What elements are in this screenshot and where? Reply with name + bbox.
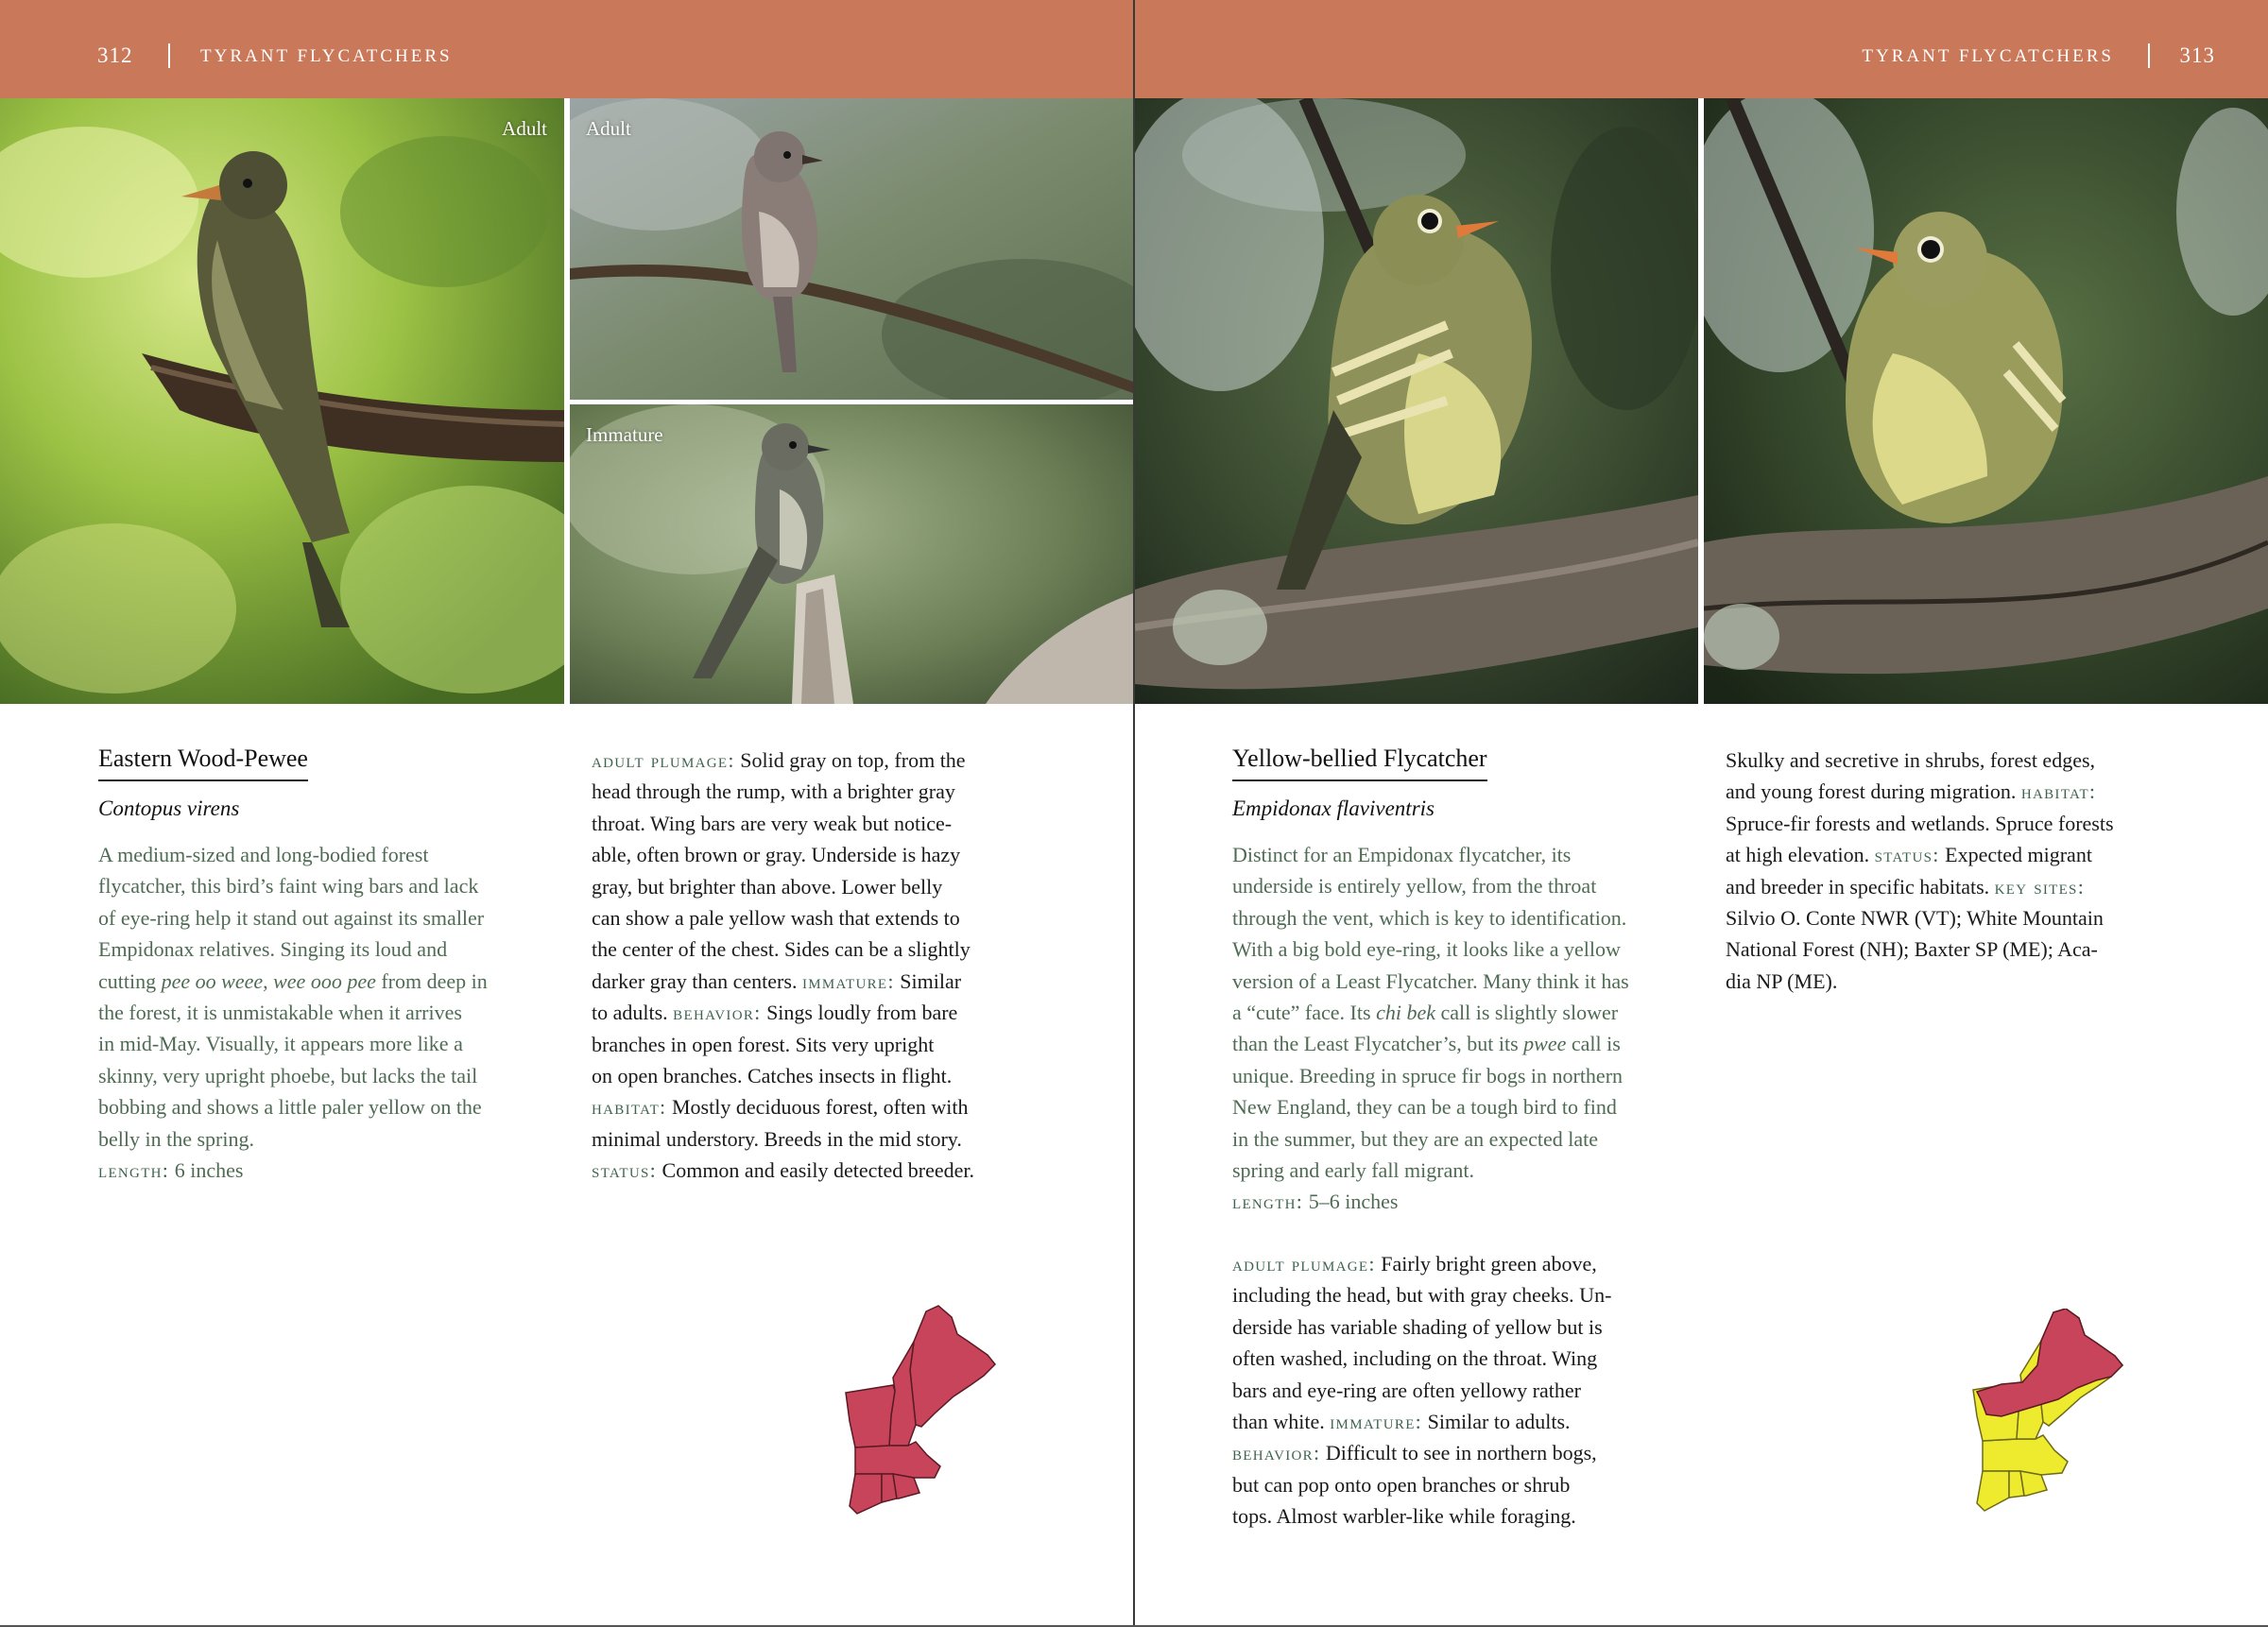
left-header-band <box>0 0 1133 98</box>
details-line: head through the rump, with a brighter gray <box>592 779 955 804</box>
habitat-line: dia NP (ME). <box>1726 968 1838 993</box>
intro-line: unique. Breeding in spruce fir bogs in northern <box>1232 1063 1624 1088</box>
details-line: throat. Wing bars are very weak but notice- <box>592 811 953 835</box>
right-page-number: 313 <box>2179 43 2215 67</box>
intro-line: version of a Least Flycatcher. Many think it has <box>1232 968 1629 993</box>
intro-text: call is slightly slower <box>1435 1001 1619 1025</box>
song-phrase: pee oo weee <box>161 968 264 993</box>
habitat-line <box>1726 871 2217 902</box>
left-header-separator <box>168 43 170 68</box>
right-running-head: TYRANT FLYCATCHERS <box>1862 46 2114 66</box>
intro-line: in the summer, but they are an expected late <box>1232 1126 1599 1151</box>
intro-line: bobbing and shows a little paler yellow on the <box>98 1095 482 1120</box>
species-details-text <box>592 745 1064 1187</box>
eastern-wood-pewee-adult-photo <box>570 98 1133 400</box>
habitat-line <box>1726 839 2217 870</box>
intro-line: underside is entirely yellow, from the throat <box>1232 874 1597 899</box>
intro-line: the forest, it is unmistakable when it arrives <box>98 1001 462 1025</box>
intro-text: from deep in <box>375 968 488 993</box>
length-label: length: <box>98 1158 170 1183</box>
details-text: Solid gray on top, from the <box>734 748 966 772</box>
right-header-band <box>1135 0 2268 98</box>
length-line <box>1232 1186 1686 1217</box>
species-details-text <box>1232 1248 1686 1533</box>
intro-line: belly in the spring. <box>98 1126 254 1151</box>
details-line <box>592 1091 1064 1122</box>
intro-line: spring and early fall migrant. <box>1232 1158 1474 1183</box>
habitat-line: Skulky and secretive in shrubs, forest edges, <box>1726 748 2096 772</box>
species-common-name: Eastern Wood-Pewee <box>98 745 308 781</box>
intro-line <box>98 966 542 997</box>
details-line: able, often brown or gray. Underside is hazy <box>592 843 961 867</box>
habitat-text: and breeder in specific habitats. <box>1726 874 1995 899</box>
main-photo-label: Adult <box>502 117 547 140</box>
details-text: Similar to adults. <box>1422 1410 1571 1434</box>
details-text: Sings loudly from bare <box>761 1001 958 1025</box>
species-scientific-name: Contopus virens <box>98 796 240 820</box>
intro-line: of eye-ring help it stand out against its smaller <box>98 905 485 930</box>
species-intro-text <box>98 839 542 1186</box>
species-common-name: Yellow-bellied Flycatcher <box>1232 745 1487 781</box>
details-text: Common and easily detected breeder. <box>657 1158 975 1183</box>
habitat-label: habitat: <box>2020 779 2097 804</box>
intro-line: A medium-sized and long-bodied forest <box>98 843 429 866</box>
details-line: branches in open forest. Sits very upright <box>592 1032 935 1056</box>
right-page <box>1135 0 2268 1627</box>
song-phrase: wee ooo pee <box>273 968 376 993</box>
details-line: bars and eye-ring are often yellowy rather <box>1232 1378 1581 1402</box>
species-scientific-name: Empidonax flaviventris <box>1232 796 1435 820</box>
details-line <box>1232 1248 1686 1279</box>
details-line: but can pop onto open branches or shrub <box>1232 1472 1571 1497</box>
immature-label: immature: <box>1330 1410 1423 1434</box>
details-text: Mostly deciduous forest, often with <box>666 1095 969 1120</box>
adult-plumage-label: adult plumage: <box>1232 1252 1376 1276</box>
intro-line: in mid-May. Visually, it appears more like a <box>98 1032 463 1056</box>
top-right-photo-label: Adult <box>586 117 631 140</box>
adult-plumage-label: adult plumage: <box>592 748 735 772</box>
call-phrase: pwee <box>1523 1032 1567 1056</box>
details-line <box>592 745 1064 776</box>
details-line: minimal understory. Breeds in the mid story. <box>592 1126 962 1151</box>
eastern-wood-pewee-main-photo <box>0 98 564 704</box>
intro-line: Distinct for an Empidonax flycatcher, its <box>1232 843 1572 866</box>
details-line: gray, but brighter than above. Lower belly <box>592 874 943 899</box>
eastern-wood-pewee-range-map <box>836 1304 997 1516</box>
intro-line: Empidonax relatives. Singing its loud and <box>98 937 448 962</box>
details-line: often washed, including on the throat. Wing <box>1232 1346 1598 1371</box>
intro-line <box>1232 1028 1686 1059</box>
habitat-line: Silvio O. Conte NWR (VT); White Mountain <box>1726 906 2104 931</box>
yellow-bellied-flycatcher-range-map <box>1964 1309 2124 1518</box>
intro-line: flycatcher, this bird’s faint wing bars and lack <box>98 874 479 899</box>
length-label: length: <box>1232 1190 1304 1214</box>
yellow-bellied-flycatcher-photo-right <box>1704 98 2268 704</box>
details-text: Fairly bright green above, <box>1375 1252 1597 1276</box>
details-line <box>1232 1437 1686 1468</box>
habitat-line: Spruce-fir forests and wetlands. Spruce forests <box>1726 811 2114 835</box>
intro-text: than the Least Flycatcher’s, but its <box>1232 1032 1524 1056</box>
eastern-wood-pewee-immature-photo <box>570 404 1133 704</box>
habitat-label: habitat: <box>592 1095 667 1120</box>
key-sites-label: key sites: <box>1994 874 2086 899</box>
details-text: darker gray than centers. <box>592 968 802 993</box>
details-text: Difficult to see in northern bogs, <box>1320 1441 1597 1465</box>
details-line <box>1232 1406 1686 1437</box>
details-line: tops. Almost warbler-like while foraging. <box>1232 1504 1576 1529</box>
status-label: status: <box>592 1158 658 1183</box>
habitat-text: at high elevation. <box>1726 843 1875 867</box>
yellow-bellied-flycatcher-photo-left <box>1135 98 1698 704</box>
length-value: 5–6 inches <box>1303 1190 1399 1214</box>
details-line: the center of the chest. Sides can be a slightly <box>592 937 971 962</box>
details-line: on open branches. Catches insects in flight. <box>592 1064 953 1088</box>
details-line: derside has variable shading of yellow but is <box>1232 1314 1603 1339</box>
call-phrase: chi bek <box>1376 1001 1435 1025</box>
intro-text: , <box>263 968 274 993</box>
bottom-right-photo-label: Immature <box>586 423 663 446</box>
intro-text: call is <box>1566 1032 1621 1056</box>
length-line <box>98 1155 542 1186</box>
details-line <box>592 1155 1064 1186</box>
left-page <box>0 0 1133 1627</box>
intro-text: a “cute” face. Its <box>1232 1001 1377 1025</box>
immature-label: immature: <box>801 968 895 993</box>
species-intro-text <box>1232 839 1686 1218</box>
length-value: 6 inches <box>169 1158 244 1183</box>
right-header-separator <box>2148 43 2150 68</box>
intro-line: through the vent, which is key to identification. <box>1232 905 1627 930</box>
behavior-label: behavior: <box>673 1001 762 1025</box>
intro-line: With a big bold eye-ring, it looks like a yellow <box>1232 937 1621 962</box>
left-page-number: 312 <box>97 43 133 67</box>
details-line <box>592 997 1064 1028</box>
details-line <box>592 966 1064 997</box>
details-line: including the head, but with gray cheeks. Un- <box>1232 1283 1612 1308</box>
details-text: Similar <box>894 968 962 993</box>
intro-line <box>1232 997 1686 1028</box>
intro-text: cutting <box>98 968 162 993</box>
details-line: can show a pale yellow wash that extends to <box>592 906 960 931</box>
details-text: than white. <box>1232 1410 1331 1434</box>
left-running-head: TYRANT FLYCATCHERS <box>200 46 453 66</box>
habitat-line <box>1726 776 2217 807</box>
habitat-text: Expected migrant <box>1939 843 2092 867</box>
intro-line: skinny, very upright phoebe, but lacks the tail <box>98 1063 478 1088</box>
species-habitat-text <box>1726 745 2217 997</box>
behavior-label: behavior: <box>1232 1441 1321 1465</box>
details-text: to adults. <box>592 1001 674 1025</box>
intro-line: New England, they can be a tough bird to find <box>1232 1095 1617 1120</box>
status-label: status: <box>1874 843 1940 867</box>
habitat-text: and young forest during migration. <box>1726 779 2021 804</box>
habitat-line: National Forest (NH); Baxter SP (ME); Aca- <box>1726 937 2098 962</box>
